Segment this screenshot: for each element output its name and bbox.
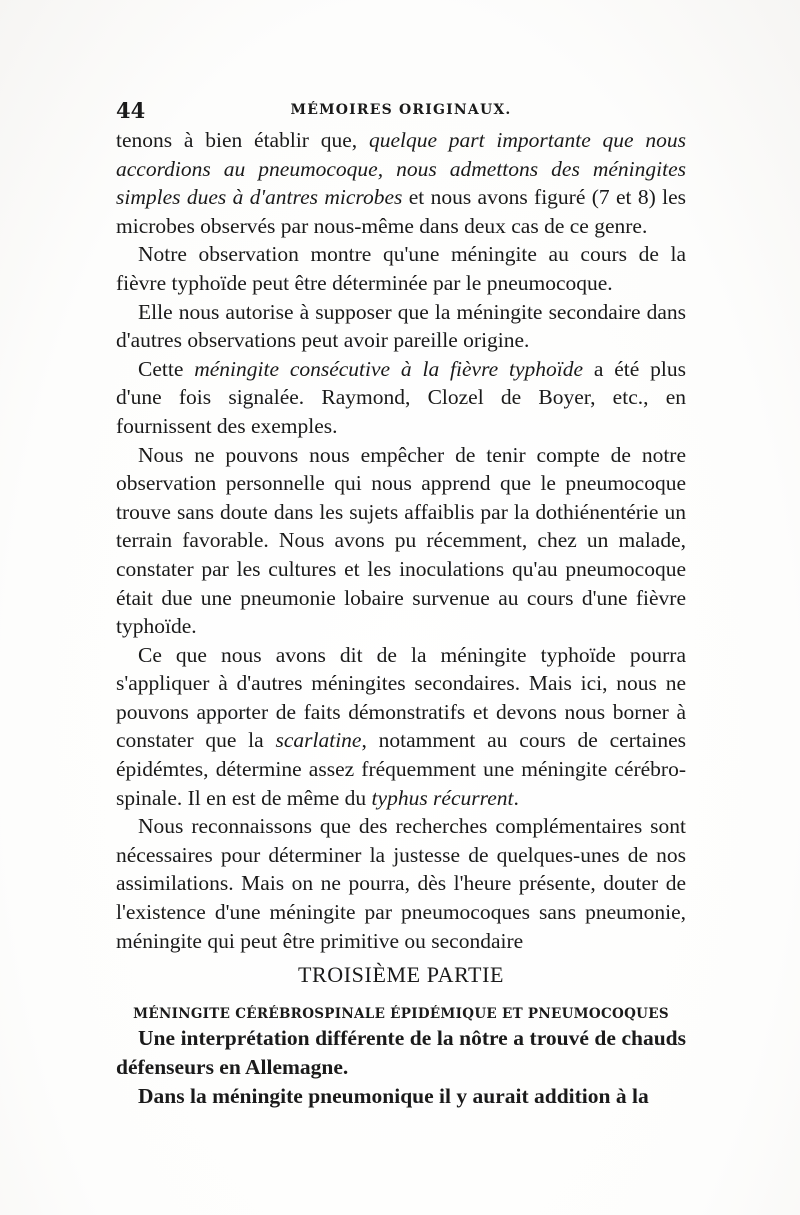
section-paragraph-2: Dans la méningite pneumonique il y aurait addition à la xyxy=(138,1084,649,1108)
paragraph-6-text-c: , notamment au cours de certaines épidémtes, détermine assez fréquemment une méningite cérébro-spinale. Il en est de même du xyxy=(116,728,686,810)
paragraph-5: Nous ne pouvons nous empêcher de tenir compte de notre observation personnelle qui nous apprend que le pneumocoque trouve sans doute dans les sujets affaiblis par la dothiénentérie un terrain favorable. Nous avons pu récemment, chez un malade, constater par les cultures et les inoculations qu'au pneumocoque était due une pneumonie lobaire survenue au cours d'une fièvre typhoïde. xyxy=(116,442,686,639)
paragraph-6-text-a: Ce que nous avons dit de la méningite typhoïde pourra s'appliquer à d'autres méningites secondaires. Mais ici, nous ne pouvons apporter de faits démonstratifs et devons nous borner à constater que la xyxy=(116,642,686,753)
paragraph-6-text-e: . xyxy=(513,785,519,810)
body-text xyxy=(116,126,686,955)
page-number: 44 xyxy=(116,98,146,123)
paragraph-1 xyxy=(116,126,686,240)
paragraph-2: Notre observation montre qu'une méningite au cours de la fièvre typhoïde peut être déterminée par le pneumocoque. xyxy=(116,242,686,295)
paragraph-4-italic: méningite consécutive à la fièvre typhoïde xyxy=(194,356,584,381)
paragraph-1-italic: quelque part importante que nous accordions au pneumocoque, nous admettons des méningites simples dues à d'antres microbes xyxy=(116,128,687,210)
paragraph-1-text-a: tenons à bien établir que, xyxy=(116,128,369,152)
section-subtitle: MÉNINGITE CÉRÉBROSPINALE ÉPIDÉMIQUE ET PNEUMOCOQUES xyxy=(133,1006,669,1022)
section-title: TROISIÈME PARTIE xyxy=(297,962,505,987)
running-title: MÉMOIRES ORIGINAUX. xyxy=(290,102,512,118)
paragraph-6 xyxy=(116,641,686,813)
paragraph-4 xyxy=(116,355,686,441)
paragraph-3: Elle nous autorise à supposer que la méningite secondaire dans d'autres observations peut avoir pareille origine. xyxy=(116,299,686,353)
paragraph-7: Nous reconnaissons que des recherches complémentaires sont nécessaires pour déterminer la justesse de quelques-unes de nos assimilations. Mais on ne pourra, dès l'heure présente, douter de l'existence d'une méningite par pneumocoques sans pneumonie, méningite qui peut être primitive ou secondaire xyxy=(116,814,686,953)
paragraph-6-italic-typhus: typhus récurrent xyxy=(371,785,514,810)
paragraph-1-text-c: et nous avons figuré (7 et 8) les microbes observés par nous-même dans deux cas de ce genre. xyxy=(116,185,686,238)
page-header xyxy=(116,98,686,124)
section-paragraph-1: Une interprétation différente de la nôtre a trouvé de chauds défenseurs en Allemagne. xyxy=(116,1026,686,1079)
paragraph-4-text-a: Cette xyxy=(138,356,195,381)
paragraph-6-italic-scarlatine: scarlatine xyxy=(275,728,362,753)
section-body xyxy=(116,1024,686,1111)
paragraph-4-text-c: a été plus d'une fois signalée. Raymond, Clozel de Boyer, etc., en fournissent des exemples. xyxy=(116,356,686,438)
